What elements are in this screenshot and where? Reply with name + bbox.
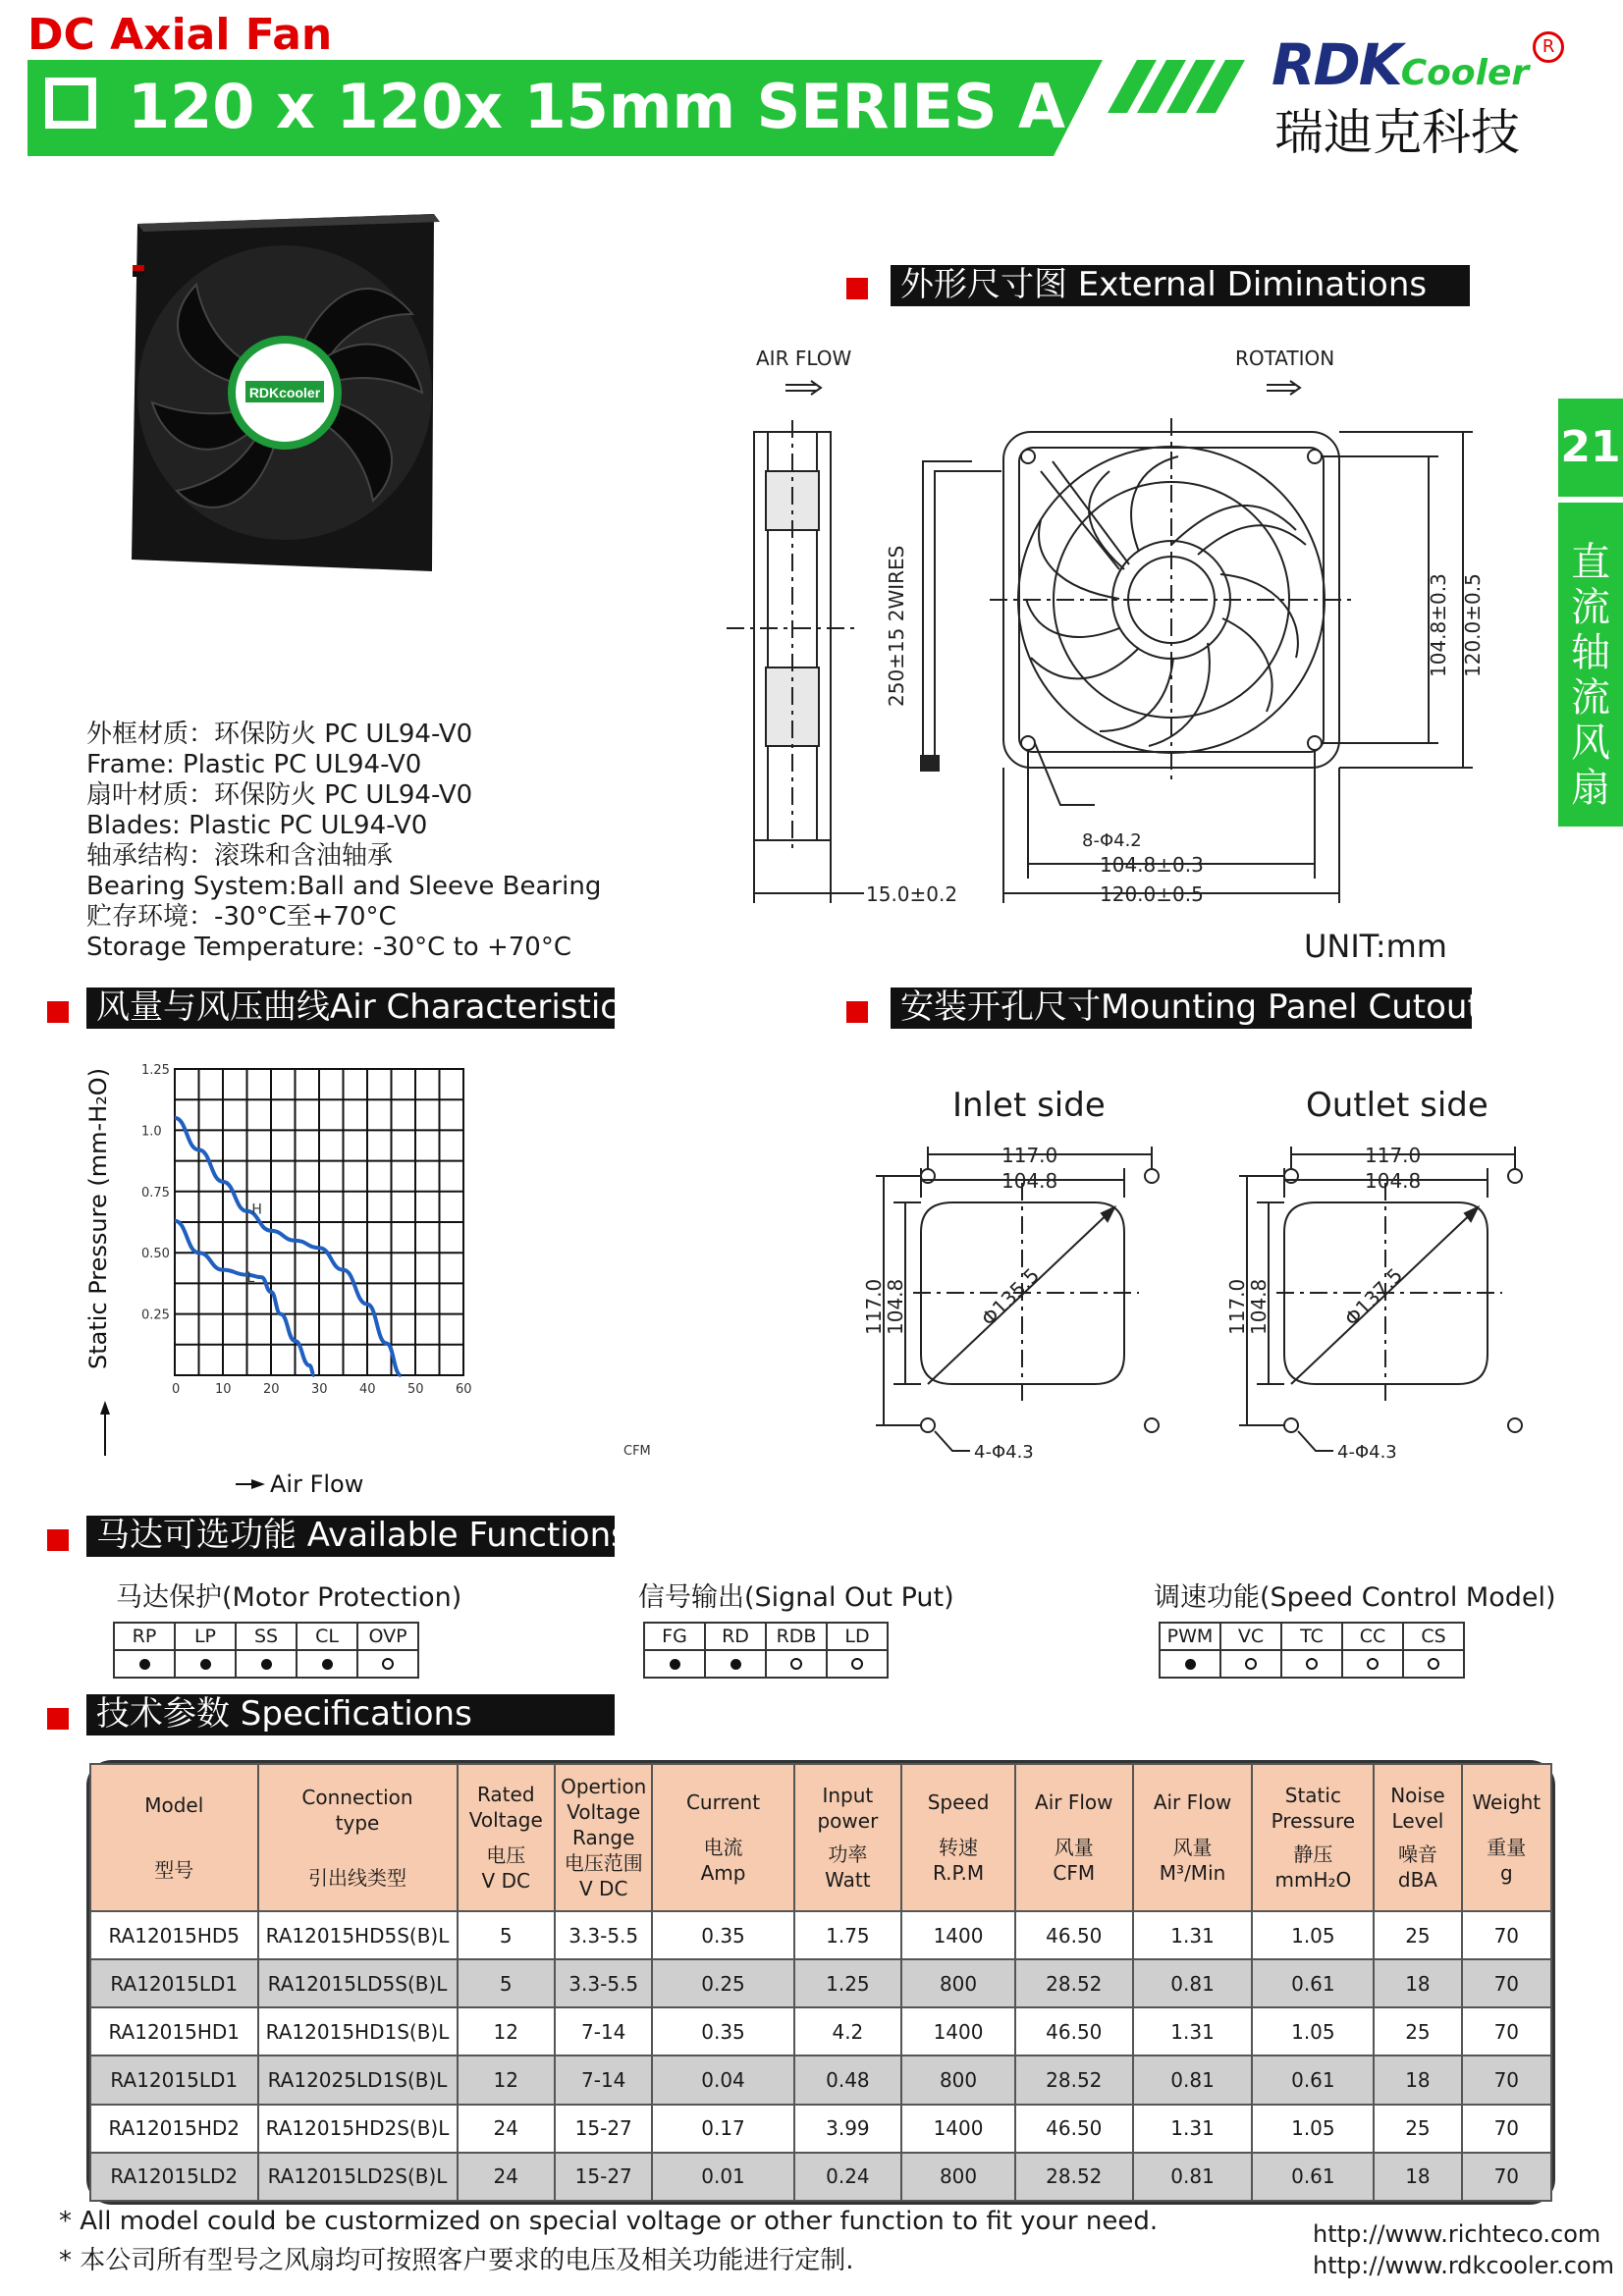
cell-air-flow-cfm: 28.52 — [1015, 2056, 1133, 2104]
cell-current: 0.17 — [652, 2105, 793, 2153]
chart-y-tick-label: 1.25 — [141, 1063, 170, 1078]
chart-point-l — [223, 1269, 224, 1270]
chart-point-h — [295, 1240, 296, 1241]
cell-rated-voltage: 24 — [458, 2153, 555, 2201]
inlet-inner-height: 104.8 — [884, 1278, 907, 1335]
size-vertical: 120.0±0.5 — [1461, 573, 1485, 677]
func-col-ovp: OVP — [357, 1623, 418, 1650]
cell-air-flow-m3: 1.31 — [1133, 1911, 1253, 1959]
dims-heading: 外形尺寸图 External Diminations — [891, 265, 1470, 306]
col-input-power: Input power 功率 Watt — [794, 1764, 902, 1911]
func-col-cs: CS — [1403, 1623, 1464, 1650]
func-col-rd: RD — [705, 1623, 766, 1650]
chart-x-unit: CFM — [623, 1444, 651, 1459]
category-title: DC Axial Fan — [27, 10, 333, 60]
section-marker-air — [47, 1001, 69, 1023]
cell-input-power: 0.24 — [794, 2153, 902, 2201]
col-noise-level: Noise Level 噪音 dBA — [1374, 1764, 1461, 1911]
cell-air-flow-cfm: 28.52 — [1015, 1959, 1133, 2007]
cell-static-pressure: 0.61 — [1252, 2153, 1374, 2201]
cell-operation-voltage: 3.3-5.5 — [555, 1911, 652, 1959]
cell-noise-level: 18 — [1374, 2056, 1461, 2104]
table-row — [90, 2153, 1551, 2201]
cell-input-power: 1.25 — [794, 1959, 902, 2007]
chart-ylabel: Static Pressure (mm-H₂O) — [84, 1067, 112, 1369]
col-operation-voltage: Opertion Voltage Range 电压范围 V DC — [555, 1764, 652, 1911]
inlet-outer-width: 117.0 — [1001, 1144, 1058, 1167]
functions-heading: 马达可选功能 Available Functions — [86, 1516, 615, 1557]
cell-model: RA12015HD2 — [90, 2105, 258, 2153]
func-col-vc: VC — [1220, 1623, 1281, 1650]
col-model: Model 型号 — [90, 1764, 258, 1911]
chart-point-l — [280, 1313, 281, 1314]
cell-model: RA12015LD1 — [90, 1959, 258, 2007]
cell-model: RA12015HD1 — [90, 2007, 258, 2056]
inlet-outer-height: 117.0 — [862, 1278, 886, 1335]
chart-point-h — [401, 1375, 402, 1376]
func-col-ss: SS — [236, 1623, 297, 1650]
func-col-lp: LP — [175, 1623, 236, 1650]
col-air-flow-m3: Air Flow 风量 M³/Min — [1133, 1764, 1253, 1911]
cell-speed: 1400 — [901, 2007, 1015, 2056]
cell-static-pressure: 1.05 — [1252, 1911, 1374, 1959]
hole-pitch-horizontal: 104.8±0.3 — [1100, 853, 1204, 877]
col-weight: Weight 重量 g — [1462, 1764, 1551, 1911]
func-col-cl: CL — [297, 1623, 357, 1650]
cell-noise-level: 18 — [1374, 1959, 1461, 2007]
cell-weight: 70 — [1462, 2153, 1551, 2201]
speed-control-table — [1159, 1622, 1465, 1679]
cell-static-pressure: 1.05 — [1252, 2007, 1374, 2056]
storage-cn: 贮存环境：-30°C至+70°C — [86, 902, 397, 932]
mounting-holes-label: 8-Φ4.2 — [1082, 830, 1142, 851]
col-rated-voltage: Rated Voltage 电压 V DC — [458, 1764, 555, 1911]
inlet-inner-width: 104.8 — [1001, 1169, 1058, 1193]
bearing-cn: 轴承结构：滚珠和含油轴承 — [86, 841, 394, 871]
air-characteristics-chart — [84, 1063, 677, 1507]
cell-model: RA12015LD2 — [90, 2153, 258, 2201]
table-row — [90, 1959, 1551, 2007]
cell-speed: 800 — [901, 2153, 1015, 2201]
specifications-table — [89, 1763, 1552, 2202]
chart-point-h — [175, 1117, 176, 1118]
func-col-fg: FG — [644, 1623, 705, 1650]
cell-static-pressure: 1.05 — [1252, 2105, 1374, 2153]
col-connection-type: Connection type 引出线类型 — [258, 1764, 458, 1911]
cell-input-power: 0.48 — [794, 2056, 902, 2104]
cell-weight: 70 — [1462, 2105, 1551, 2153]
chart-x-tick-label: 50 — [407, 1382, 424, 1397]
rotation-label: ROTATION — [1235, 347, 1335, 370]
wire-length-label: 250±15 2WIRES — [885, 545, 908, 707]
side-category-label: 直流轴流风扇 — [1571, 540, 1610, 811]
optional-mark — [1306, 1658, 1318, 1670]
supported-mark — [139, 1659, 150, 1670]
cell-noise-level: 25 — [1374, 2105, 1461, 2153]
outlet-inner-height: 104.8 — [1247, 1278, 1271, 1335]
outlet-outer-height: 117.0 — [1225, 1278, 1249, 1335]
cell-model: RA12015HD5 — [90, 1911, 258, 1959]
signal-output-title: 信号输出(Signal Out Put) — [638, 1582, 954, 1613]
chart-point-h — [319, 1248, 320, 1249]
cell-rated-voltage: 12 — [458, 2056, 555, 2104]
cell-noise-level: 18 — [1374, 2153, 1461, 2201]
footnote-chinese: * 本公司所有型号之风扇均可按照客户要求的电压及相关功能进行定制. — [59, 2246, 854, 2275]
cell-connection-type: RA12025LD1S(B)L — [258, 2056, 458, 2104]
section-marker-cutout — [846, 1001, 868, 1023]
motor-protection-title: 马达保护(Motor Protection) — [116, 1582, 462, 1613]
cell-operation-voltage: 15-27 — [555, 2153, 652, 2201]
specs-heading: 技术参数 Specifications — [86, 1694, 615, 1735]
chart-point-h — [386, 1343, 387, 1344]
cell-weight: 70 — [1462, 1959, 1551, 2007]
chart-x-tick-label: 10 — [215, 1382, 232, 1397]
func-col-rp: RP — [114, 1623, 175, 1650]
cell-air-flow-m3: 0.81 — [1133, 2153, 1253, 2201]
chart-point-l — [314, 1375, 315, 1376]
material-frame-cn: 外框材质：环保防火 PC UL94-V0 — [86, 720, 473, 749]
col-static-pressure: Static Pressure 静压 mmH₂O — [1252, 1764, 1374, 1911]
page-number: 21 — [1560, 422, 1621, 472]
table-row — [90, 2007, 1551, 2056]
outlet-holes: 4-Φ4.3 — [1337, 1442, 1397, 1463]
chart-series-label-l: L — [246, 1270, 255, 1287]
cell-speed: 800 — [901, 2056, 1015, 2104]
cell-connection-type: RA12015LD5S(B)L — [258, 1959, 458, 2007]
footnote-english: * All model could be custormized on special voltage or other function to fit your need. — [59, 2207, 1159, 2236]
motor-protection-table — [113, 1622, 419, 1679]
col-air-flow-cfm: Air Flow 风量 CFM — [1015, 1764, 1133, 1911]
chart-y-tick-label: 0.75 — [141, 1185, 170, 1201]
cell-operation-voltage: 7-14 — [555, 2007, 652, 2056]
unit-label: UNIT:mm — [1304, 928, 1447, 965]
cell-model: RA12015LD1 — [90, 2056, 258, 2104]
table-row — [90, 1911, 1551, 1959]
outlet-side-title: Outlet side — [1306, 1086, 1488, 1125]
chart-series-label-h: H — [251, 1201, 262, 1218]
chart-y-tick-label: 0.25 — [141, 1308, 170, 1323]
cell-rated-voltage: 5 — [458, 1911, 555, 1959]
cell-connection-type: RA12015HD2S(B)L — [258, 2105, 458, 2153]
chart-point-l — [309, 1365, 310, 1366]
cell-air-flow-cfm: 46.50 — [1015, 2105, 1133, 2153]
brand-chinese: 瑞迪克科技 — [1274, 104, 1520, 161]
material-frame-en: Frame: Plastic PC UL94-V0 — [86, 750, 422, 779]
brand-logo-text: RDK — [1271, 31, 1401, 98]
fan-photo — [118, 206, 452, 579]
outlet-outer-width: 117.0 — [1365, 1144, 1422, 1167]
material-blades-en: Blades: Plastic PC UL94-V0 — [86, 811, 428, 840]
chart-x-tick-label: 60 — [456, 1382, 472, 1397]
func-col-pwm: PWM — [1160, 1623, 1220, 1650]
cell-operation-voltage: 7-14 — [555, 2056, 652, 2104]
brand-logo — [1271, 31, 1564, 98]
chart-x-tick-label: 30 — [311, 1382, 328, 1397]
cell-input-power: 1.75 — [794, 1911, 902, 1959]
optional-mark — [851, 1658, 863, 1670]
cell-current: 0.35 — [652, 1911, 793, 1959]
func-col-cc: CC — [1342, 1623, 1403, 1650]
material-blades-cn: 扇叶材质：环保防火 PC UL94-V0 — [86, 780, 473, 810]
chart-point-h — [223, 1181, 224, 1182]
cell-noise-level: 25 — [1374, 1911, 1461, 1959]
cell-connection-type: RA12015LD2S(B)L — [258, 2153, 458, 2201]
website-link-rdkcooler[interactable]: http://www.rdkcooler.com — [1313, 2252, 1614, 2279]
cell-speed: 1400 — [901, 2105, 1015, 2153]
cell-static-pressure: 0.61 — [1252, 1959, 1374, 2007]
cell-speed: 800 — [901, 1959, 1015, 2007]
func-col-ld: LD — [827, 1623, 888, 1650]
speed-control-title: 调速功能(Speed Control Model) — [1154, 1582, 1556, 1613]
supported-mark — [322, 1659, 333, 1670]
cell-current: 0.35 — [652, 2007, 793, 2056]
cell-operation-voltage: 15-27 — [555, 2105, 652, 2153]
hole-pitch-vertical: 104.8±0.3 — [1427, 573, 1450, 677]
optional-mark — [1245, 1658, 1257, 1670]
cell-rated-voltage: 5 — [458, 1959, 555, 2007]
cell-air-flow-cfm: 46.50 — [1015, 1911, 1133, 1959]
registered-mark: R — [1533, 31, 1564, 63]
section-marker-functions — [47, 1529, 69, 1551]
page-number-tab — [1558, 399, 1623, 497]
cell-current: 0.01 — [652, 2153, 793, 2201]
cell-weight: 70 — [1462, 2056, 1551, 2104]
model-title: 120 x 120x 15mm SERIES A — [128, 71, 1066, 142]
specifications-table-frame — [86, 1760, 1555, 2205]
storage-en: Storage Temperature: -30°C to +70°C — [86, 933, 571, 962]
cell-connection-type: RA12015HD1S(B)L — [258, 2007, 458, 2056]
cell-operation-voltage: 3.3-5.5 — [555, 1959, 652, 2007]
optional-mark — [1367, 1658, 1379, 1670]
col-speed: Speed 转速 R.P.M — [901, 1764, 1015, 1911]
chart-point-l — [175, 1220, 176, 1221]
supported-mark — [261, 1659, 272, 1670]
chart-x-tick-label: 40 — [359, 1382, 376, 1397]
cell-weight: 70 — [1462, 2007, 1551, 2056]
website-link-richteco[interactable]: http://www.richteco.com — [1313, 2220, 1601, 2248]
chart-point-h — [246, 1210, 247, 1211]
inlet-holes: 4-Φ4.3 — [974, 1442, 1034, 1463]
cell-input-power: 3.99 — [794, 2105, 902, 2153]
chart-xlabel: Air Flow — [270, 1470, 364, 1498]
optional-mark — [382, 1658, 394, 1670]
cell-current: 0.04 — [652, 2056, 793, 2104]
cell-noise-level: 25 — [1374, 2007, 1461, 2056]
svg-text:RDKcooler: RDKcooler — [248, 385, 321, 400]
specifications-body — [90, 1911, 1551, 2201]
cell-air-flow-m3: 0.81 — [1133, 1959, 1253, 2007]
cell-connection-type: RA12015HD5S(B)L — [258, 1911, 458, 1959]
chart-y-tick-label: 0.50 — [141, 1247, 170, 1262]
air-heading: 风量与风压曲线Air Characteristics — [86, 988, 615, 1029]
cell-air-flow-cfm: 28.52 — [1015, 2153, 1133, 2201]
cell-air-flow-m3: 1.31 — [1133, 2007, 1253, 2056]
cell-rated-voltage: 12 — [458, 2007, 555, 2056]
chart-point-h — [367, 1304, 368, 1305]
supported-mark — [1185, 1659, 1196, 1670]
chart-point-l — [295, 1341, 296, 1342]
supported-mark — [670, 1659, 680, 1670]
optional-mark — [790, 1658, 802, 1670]
cell-speed: 1400 — [901, 1911, 1015, 1959]
external-dimension-drawing — [707, 334, 1502, 923]
cell-input-power: 4.2 — [794, 2007, 902, 2056]
chart-x-tick-label: 20 — [263, 1382, 280, 1397]
chart-point-l — [198, 1253, 199, 1254]
cell-air-flow-m3: 0.81 — [1133, 2056, 1253, 2104]
size-horizontal: 120.0±0.5 — [1100, 882, 1204, 906]
cell-air-flow-m3: 1.31 — [1133, 2105, 1253, 2153]
chart-point-h — [343, 1269, 344, 1270]
chart-y-tick-label: 1.0 — [141, 1124, 162, 1140]
supported-mark — [730, 1659, 741, 1670]
outlet-cutout-drawing — [1217, 1139, 1551, 1482]
chart-series-l — [175, 1221, 314, 1375]
signal-output-table — [643, 1622, 889, 1679]
brand-logo-sub: Cooler — [1400, 53, 1530, 93]
cell-current: 0.25 — [652, 1959, 793, 2007]
outlet-diameter: Φ137.5 — [1339, 1262, 1408, 1331]
chart-x-tick-label: 0 — [172, 1382, 181, 1397]
cell-air-flow-cfm: 46.50 — [1015, 2007, 1133, 2056]
cutout-heading: 安装开孔尺寸Mounting Panel Cutout — [891, 988, 1472, 1029]
col-current: Current 电流 Amp — [652, 1764, 793, 1911]
air-flow-label: AIR FLOW — [756, 347, 852, 370]
chart-point-h — [198, 1149, 199, 1150]
bearing-en: Bearing System:Ball and Sleeve Bearing — [86, 872, 602, 901]
section-marker-specs — [47, 1708, 69, 1730]
chart-point-l — [271, 1292, 272, 1293]
func-col-rdb: RDB — [766, 1623, 827, 1650]
thickness-label: 15.0±0.2 — [866, 882, 958, 906]
chart-point-h — [271, 1230, 272, 1231]
inlet-cutout-drawing — [854, 1139, 1188, 1482]
func-col-tc: TC — [1281, 1623, 1342, 1650]
supported-mark — [200, 1659, 211, 1670]
inlet-side-title: Inlet side — [952, 1086, 1106, 1125]
table-row — [90, 2056, 1551, 2104]
cell-static-pressure: 0.61 — [1252, 2056, 1374, 2104]
chart-point-l — [261, 1277, 262, 1278]
table-row — [90, 2105, 1551, 2153]
optional-mark — [1428, 1658, 1439, 1670]
cell-weight: 70 — [1462, 1911, 1551, 1959]
inlet-diameter: Φ135.5 — [976, 1262, 1045, 1331]
cell-rated-voltage: 24 — [458, 2105, 555, 2153]
section-marker-dims — [846, 278, 868, 299]
outlet-inner-width: 104.8 — [1365, 1169, 1422, 1193]
